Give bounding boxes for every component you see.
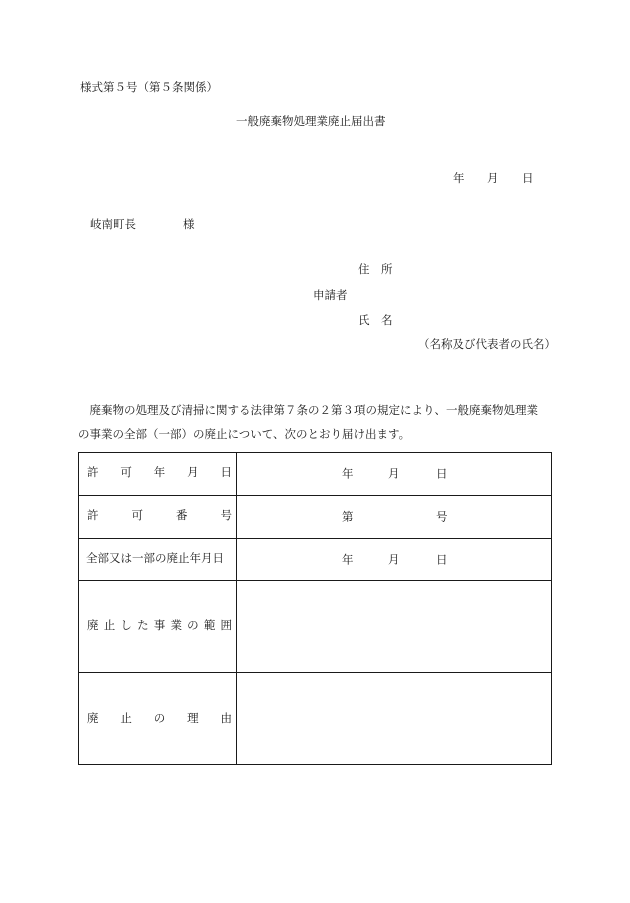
row-label-permit-date: 許 可 年 月 日 — [87, 465, 232, 479]
table-value-cell[interactable] — [237, 496, 552, 539]
value-month: 月 — [388, 551, 400, 566]
table-row — [79, 453, 552, 496]
table-label-cell — [79, 581, 237, 673]
date-year-label: 年 — [453, 171, 465, 185]
body-text-line-1: 廃棄物の処理及び清掃に関する法律第７条の２第３項の規定により、一般廃棄物処理業 — [78, 403, 538, 417]
table-label-cell — [79, 673, 237, 765]
table-row — [79, 581, 552, 673]
table-label-cell — [79, 453, 237, 496]
table-value-cell[interactable] — [237, 539, 552, 581]
name-label-2: 名 — [381, 313, 393, 327]
value-year: 年 — [342, 466, 354, 481]
address-label-2: 所 — [381, 262, 393, 276]
addressee-name: 岐南町長 — [90, 217, 136, 231]
table-value-cell[interactable] — [237, 453, 552, 496]
value-day: 日 — [436, 551, 448, 566]
row-label-reason: 廃 止 の 理 由 — [87, 711, 232, 725]
table-label-cell — [79, 539, 237, 581]
value-number-prefix: 第 — [342, 509, 354, 524]
table-value-cell[interactable] — [237, 581, 552, 673]
date-month-label: 月 — [487, 171, 499, 185]
value-month: 月 — [388, 466, 400, 481]
applicant-role-label: 申請者 — [313, 288, 348, 302]
document-title: 一般廃棄物処理業廃止届出書 — [236, 114, 386, 128]
name-note: （名称及び代表者の氏名） — [418, 337, 556, 351]
value-year: 年 — [342, 551, 354, 566]
table-row — [79, 539, 552, 581]
table-label-cell — [79, 496, 237, 539]
name-label-1: 氏 — [358, 313, 370, 327]
table-value-cell[interactable] — [237, 673, 552, 765]
row-label-abolition-date: 全部又は一部の廃止年月日 — [86, 551, 224, 565]
row-label-permit-number: 許 可 番 号 — [87, 508, 232, 522]
table-row — [79, 673, 552, 765]
body-text-line-2: の事業の全部（一部）の廃止について、次のとおり届け出ます。 — [78, 427, 411, 441]
table-row — [79, 496, 552, 539]
addressee-honorific: 様 — [183, 217, 195, 231]
address-label-1: 住 — [358, 262, 370, 276]
notification-table — [78, 452, 552, 765]
row-label-scope: 廃 止 し た 事 業 の 範 囲 — [87, 618, 232, 632]
form-number: 様式第５号（第５条関係） — [80, 80, 218, 94]
value-day: 日 — [436, 466, 448, 481]
value-number-suffix: 号 — [436, 509, 448, 524]
date-day-label: 日 — [522, 171, 534, 185]
